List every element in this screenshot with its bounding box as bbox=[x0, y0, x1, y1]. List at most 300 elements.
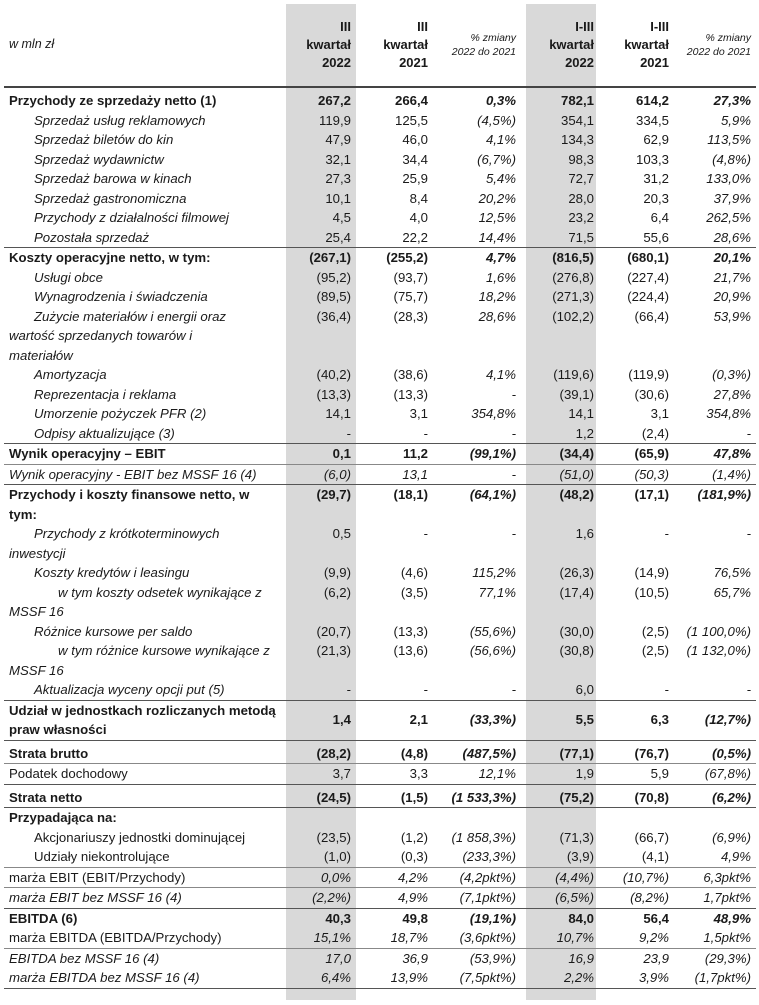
cell-q3-2022: (40,2) bbox=[316, 367, 351, 382]
cell-ytd-2022: 23,2 bbox=[568, 210, 594, 225]
row-label: Przychody ze sprzedaży netto (1) bbox=[9, 93, 217, 108]
cell-ytd-2021: (66,4) bbox=[634, 308, 669, 324]
cell-ytd-change: - bbox=[746, 526, 751, 541]
table-row bbox=[4, 485, 756, 525]
column-header-ytd-change: % zmiany 2022 do 2021 bbox=[674, 4, 756, 87]
row-label-line: materiałów bbox=[9, 347, 73, 363]
cell-ytd-change: 1,5pkt% bbox=[703, 930, 751, 945]
cell-q3-change: (4,2pkt%) bbox=[433, 867, 521, 888]
cell-q3-2022: 47,9 bbox=[325, 132, 351, 147]
row-label: Udziały niekontrolujące bbox=[34, 849, 170, 864]
cell-ytd-change: 76,5% bbox=[713, 565, 751, 580]
cell-ytd-2021: 20,3 bbox=[643, 190, 669, 206]
cell-q3-2021: (13,3) bbox=[393, 623, 428, 639]
cell-q3-2021: (38,6) bbox=[393, 367, 428, 382]
table-header-row bbox=[4, 4, 756, 87]
row-label bbox=[4, 485, 286, 525]
cell-ytd-change: (6,9%) bbox=[712, 829, 751, 845]
cell-ytd-2022: (34,4) bbox=[521, 444, 599, 465]
cell-ytd-2021: (10,5) bbox=[634, 584, 669, 600]
table-row bbox=[4, 111, 756, 131]
table-row bbox=[4, 87, 756, 111]
cell-q3-change: 115,2% bbox=[472, 565, 516, 580]
row-label: Koszty kredytów i leasingu bbox=[34, 565, 190, 580]
table-row bbox=[4, 888, 756, 909]
cell-q3-change: (1 858,3%) bbox=[451, 829, 516, 845]
cell-q3-2022: 1,4 bbox=[286, 700, 356, 740]
cell-ytd-2022: (276,8) bbox=[552, 269, 594, 285]
row-label bbox=[4, 641, 286, 680]
cell-q3-2022: 267,2 bbox=[317, 93, 351, 108]
cell-q3-change: 4,1% bbox=[485, 132, 516, 147]
cell-q3-2021: 4,0 bbox=[409, 210, 428, 225]
table-row bbox=[4, 968, 756, 988]
cell-ytd-2021: 103,3 bbox=[635, 151, 669, 167]
row-label: marża EBITDA bez MSSF 16 (4) bbox=[4, 968, 286, 988]
table-row bbox=[4, 365, 756, 385]
table-row bbox=[4, 680, 756, 700]
cell-q3-2022: 17,0 bbox=[286, 948, 356, 968]
cell-ytd-2022: 1,9 bbox=[521, 764, 599, 785]
cell-q3-2021: 18,7% bbox=[390, 930, 428, 945]
cell-q3-2022: (24,5) bbox=[286, 784, 356, 808]
cell-ytd-change: (12,7%) bbox=[674, 700, 756, 740]
cell-q3-2022: (6,0) bbox=[286, 464, 356, 485]
cell-q3-change: (487,5%) bbox=[433, 740, 521, 764]
cell-ytd-change bbox=[674, 808, 756, 828]
table-row bbox=[4, 307, 756, 366]
cell-q3-2021 bbox=[356, 808, 433, 828]
table-row bbox=[4, 867, 756, 888]
row-label-line: Przychody i koszty finansowe netto, w bbox=[9, 487, 250, 502]
cell-q3-2022: (1,0) bbox=[323, 849, 351, 864]
cell-ytd-2022: (26,3) bbox=[559, 565, 594, 580]
cell-ytd-2021: 6,3 bbox=[599, 700, 674, 740]
row-label: Strata brutto bbox=[4, 740, 286, 764]
row-label bbox=[4, 583, 286, 622]
cell-q3-2021: 36,9 bbox=[356, 948, 433, 968]
cell-q3-2022: (89,5) bbox=[316, 289, 351, 304]
cell-ytd-2021: (680,1) bbox=[599, 248, 674, 268]
cell-q3-2021: (4,8) bbox=[356, 740, 433, 764]
cell-q3-2021: 3,3 bbox=[356, 764, 433, 785]
cell-q3-change: 4,1% bbox=[485, 367, 516, 382]
cell-q3-2021: 34,4 bbox=[402, 151, 428, 167]
cell-ytd-change: 37,9% bbox=[713, 190, 751, 206]
cell-ytd-change: (1,4%) bbox=[674, 464, 756, 485]
cell-q3-2021: 22,2 bbox=[402, 229, 428, 245]
cell-ytd-2022: 72,7 bbox=[568, 171, 594, 186]
row-label: Strata netto bbox=[4, 784, 286, 808]
cell-ytd-2021: 31,2 bbox=[643, 171, 669, 186]
cell-ytd-change: (1 100,0%) bbox=[686, 623, 751, 639]
cell-ytd-2021: 334,5 bbox=[635, 112, 669, 128]
cell-q3-change: - bbox=[511, 682, 516, 697]
cell-q3-2022: 40,3 bbox=[286, 908, 356, 928]
cell-ytd-change: 5,9% bbox=[720, 112, 751, 128]
cell-q3-change: 5,4% bbox=[485, 171, 516, 186]
cell-q3-2021: 3,1 bbox=[409, 406, 428, 421]
table-row bbox=[4, 847, 756, 867]
cell-q3-change bbox=[433, 808, 521, 828]
cell-q3-2021: 8,4 bbox=[409, 190, 428, 206]
cell-q3-change: 28,6% bbox=[478, 308, 516, 324]
column-header-q3-change: % zmiany 2022 do 2021 bbox=[433, 4, 521, 87]
cell-ytd-change: 47,8% bbox=[674, 444, 756, 465]
cell-ytd-2021: 9,2% bbox=[638, 930, 669, 945]
table-row bbox=[4, 228, 756, 248]
cell-q3-2021: (13,6) bbox=[393, 643, 428, 658]
table-row bbox=[4, 622, 756, 642]
unit-label: w mln zł bbox=[4, 4, 286, 87]
cell-ytd-2022: (4,4%) bbox=[521, 867, 599, 888]
cell-ytd-change: 27,8% bbox=[713, 386, 751, 402]
cell-q3-2021: (1,2) bbox=[400, 829, 428, 845]
cell-ytd-2022: 14,1 bbox=[568, 406, 594, 421]
cell-q3-change: 18,2% bbox=[478, 289, 516, 304]
cell-q3-change: (7,5pkt%) bbox=[433, 968, 521, 988]
cell-q3-2021: 13,9% bbox=[356, 968, 433, 988]
cell-q3-2022: 25,4 bbox=[325, 229, 351, 245]
table-row bbox=[4, 641, 756, 680]
cell-q3-2021: 46,0 bbox=[402, 132, 428, 147]
cell-q3-change: (33,3%) bbox=[433, 700, 521, 740]
cell-q3-2021: 4,9% bbox=[356, 888, 433, 909]
cell-ytd-2021: (14,9) bbox=[634, 565, 669, 580]
cell-ytd-change: 20,9% bbox=[713, 289, 751, 304]
cell-q3-2021: 49,8 bbox=[356, 908, 433, 928]
cell-ytd-2022: 16,9 bbox=[521, 948, 599, 968]
row-label: Umorzenie pożyczek PFR (2) bbox=[34, 406, 207, 421]
cell-ytd-2021: (2,5) bbox=[641, 623, 669, 639]
row-label: Sprzedaż wydawnictw bbox=[34, 151, 164, 167]
cell-q3-2022: (29,7) bbox=[286, 485, 356, 525]
cell-ytd-2021: 56,4 bbox=[599, 908, 674, 928]
cell-q3-2021: (0,3) bbox=[400, 849, 428, 864]
cell-ytd-2021: (76,7) bbox=[599, 740, 674, 764]
table-row bbox=[4, 563, 756, 583]
cell-ytd-2022: (3,9) bbox=[566, 849, 594, 864]
row-label: Wynik operacyjny – EBIT bbox=[4, 444, 286, 465]
cell-ytd-change: (181,9%) bbox=[674, 485, 756, 525]
cell-ytd-2021: 6,4 bbox=[650, 210, 669, 225]
cell-ytd-2022: (48,2) bbox=[521, 485, 599, 525]
table-row bbox=[4, 287, 756, 307]
cell-ytd-change: 21,7% bbox=[713, 269, 751, 285]
cell-q3-2021: 125,5 bbox=[394, 112, 428, 128]
cell-q3-2022: (23,5) bbox=[316, 829, 351, 845]
cell-q3-2021: - bbox=[423, 526, 428, 541]
row-label: Przypadająca na: bbox=[4, 808, 286, 828]
cell-ytd-2022: (816,5) bbox=[521, 248, 599, 268]
cell-ytd-2022: 10,7% bbox=[556, 930, 594, 945]
cell-ytd-change: 28,6% bbox=[713, 229, 751, 245]
cell-ytd-2022: 1,6 bbox=[575, 526, 594, 541]
cell-ytd-change: 113,5% bbox=[707, 132, 751, 147]
cell-q3-change: (1 533,3%) bbox=[433, 784, 521, 808]
table-row bbox=[4, 948, 756, 968]
cell-q3-2022: 3,7 bbox=[286, 764, 356, 785]
cell-ytd-2022: (102,2) bbox=[552, 308, 594, 324]
cell-q3-change: 12,5% bbox=[478, 210, 516, 225]
cell-ytd-2021: - bbox=[664, 526, 669, 541]
cell-ytd-2021: (2,4) bbox=[641, 425, 669, 441]
cell-ytd-change: 27,3% bbox=[713, 93, 751, 108]
cell-q3-change: 1,6% bbox=[485, 269, 516, 285]
cell-ytd-2021: (10,7%) bbox=[599, 867, 674, 888]
cell-ytd-2021: - bbox=[664, 682, 669, 697]
row-label-line: MSSF 16 bbox=[9, 662, 64, 678]
cell-q3-2021: (255,2) bbox=[356, 248, 433, 268]
cell-ytd-2022: 84,0 bbox=[521, 908, 599, 928]
row-label: marża EBIT (EBIT/Przychody) bbox=[4, 867, 286, 888]
table-row bbox=[4, 150, 756, 170]
cell-q3-change: (4,5%) bbox=[477, 112, 516, 128]
cell-q3-2022: (267,1) bbox=[286, 248, 356, 268]
cell-q3-2022: - bbox=[346, 425, 351, 441]
table-row bbox=[4, 130, 756, 150]
cell-q3-2022: (95,2) bbox=[316, 269, 351, 285]
row-label: EBITDA (6) bbox=[4, 908, 286, 928]
cell-ytd-2022: 134,3 bbox=[560, 132, 594, 147]
cell-q3-2021: 266,4 bbox=[394, 93, 428, 108]
cell-q3-2022: 14,1 bbox=[325, 406, 351, 421]
table-row bbox=[4, 464, 756, 485]
cell-ytd-change: 48,9% bbox=[674, 908, 756, 928]
cell-q3-2021: 4,2% bbox=[356, 867, 433, 888]
cell-ytd-2021: 55,6 bbox=[643, 229, 669, 245]
row-label: Akcjonariuszy jednostki dominującej bbox=[34, 829, 246, 845]
row-label-line: Przychody z krótkoterminowych bbox=[34, 526, 220, 541]
cell-q3-2022: 0,0% bbox=[286, 867, 356, 888]
cell-q3-change: 77,1% bbox=[478, 584, 516, 600]
cell-ytd-2022: 28,0 bbox=[568, 190, 594, 206]
cell-q3-change: (3,6pkt%) bbox=[459, 930, 516, 945]
cell-q3-change: 4,7% bbox=[433, 248, 521, 268]
cell-q3-2021: - bbox=[423, 682, 428, 697]
table-row bbox=[4, 740, 756, 764]
cell-q3-2021: (4,6) bbox=[400, 565, 428, 580]
cell-ytd-2022: 354,1 bbox=[560, 112, 594, 128]
row-label: Reprezentacja i reklama bbox=[34, 386, 177, 402]
cell-ytd-change: (4,8%) bbox=[712, 151, 751, 167]
cell-ytd-2022: 2,2% bbox=[521, 968, 599, 988]
row-label: marża EBIT bez MSSF 16 (4) bbox=[4, 888, 286, 909]
cell-ytd-2022 bbox=[521, 808, 599, 828]
cell-q3-2022: 6,4% bbox=[286, 968, 356, 988]
row-label: Amortyzacja bbox=[34, 367, 107, 382]
cell-q3-2021: - bbox=[423, 425, 428, 441]
cell-q3-2022: - bbox=[346, 682, 351, 697]
table-row bbox=[4, 700, 756, 740]
table-row bbox=[4, 268, 756, 288]
cell-ytd-change: - bbox=[746, 682, 751, 697]
cell-q3-change: - bbox=[433, 464, 521, 485]
cell-q3-2022: 10,1 bbox=[325, 190, 351, 206]
row-label-line: MSSF 16 bbox=[9, 604, 64, 619]
cell-q3-change: (6,7%) bbox=[477, 151, 516, 167]
cell-q3-2022: 119,9 bbox=[318, 112, 351, 128]
row-label-line: Zużycie materiałów i energii oraz bbox=[34, 308, 227, 324]
cell-ytd-change: 354,8% bbox=[706, 406, 751, 421]
cell-ytd-2021: 23,9 bbox=[599, 948, 674, 968]
cell-ytd-2021: (17,1) bbox=[599, 485, 674, 525]
cell-q3-change: (7,1pkt%) bbox=[433, 888, 521, 909]
cell-ytd-2021: 614,2 bbox=[635, 93, 669, 108]
cell-ytd-change: 6,3pkt% bbox=[674, 867, 756, 888]
cell-q3-change: - bbox=[511, 526, 516, 541]
cell-ytd-2022: (30,8) bbox=[559, 643, 594, 658]
cell-ytd-2022: 1,2 bbox=[575, 425, 594, 441]
row-label bbox=[4, 307, 286, 366]
cell-ytd-2022: (30,0) bbox=[559, 623, 594, 639]
cell-q3-change: - bbox=[511, 425, 516, 441]
cell-q3-2022: (13,3) bbox=[316, 386, 351, 402]
cell-q3-change: (233,3%) bbox=[462, 849, 516, 864]
cell-ytd-change: 53,9% bbox=[713, 308, 751, 324]
cell-ytd-2021: (119,9) bbox=[628, 367, 669, 382]
row-label: Odpisy aktualizujące (3) bbox=[34, 425, 175, 441]
row-label-line: Udział w jednostkach rozliczanych metodą bbox=[9, 702, 276, 718]
cell-q3-2022: (6,2) bbox=[323, 584, 351, 600]
cell-q3-2021: (1,5) bbox=[356, 784, 433, 808]
cell-ytd-change: (1 132,0%) bbox=[686, 643, 751, 658]
cell-ytd-2022: (77,1) bbox=[521, 740, 599, 764]
cell-ytd-change: (0,5%) bbox=[674, 740, 756, 764]
cell-ytd-2022: (271,3) bbox=[552, 289, 594, 304]
row-label-line: w tym różnice kursowe wynikające z bbox=[58, 643, 270, 658]
cell-ytd-2021: (4,1) bbox=[641, 849, 669, 864]
cell-ytd-change: 4,9% bbox=[720, 849, 751, 864]
cell-ytd-change: 262,5% bbox=[706, 210, 751, 225]
cell-q3-2022: (21,3) bbox=[316, 643, 351, 658]
cell-q3-change: (99,1%) bbox=[433, 444, 521, 465]
column-header-q3-2021: III kwartał 2021 bbox=[356, 4, 433, 87]
cell-q3-change: (55,6%) bbox=[469, 623, 516, 639]
cell-q3-2021: 2,1 bbox=[356, 700, 433, 740]
row-label-line: praw własności bbox=[9, 722, 107, 737]
cell-ytd-change: - bbox=[746, 425, 751, 441]
cell-q3-2021: (28,3) bbox=[393, 308, 428, 324]
cell-q3-change: 12,1% bbox=[433, 764, 521, 785]
cell-q3-2022: 4,5 bbox=[332, 210, 351, 225]
row-label-line: inwestycji bbox=[9, 545, 66, 561]
cell-ytd-change: (6,2%) bbox=[674, 784, 756, 808]
cell-ytd-2021: (30,6) bbox=[634, 386, 669, 402]
row-label: Pozostała sprzedaż bbox=[34, 229, 150, 245]
cell-ytd-2022: 98,3 bbox=[568, 151, 594, 167]
cell-ytd-2021: (8,2%) bbox=[599, 888, 674, 909]
table-row bbox=[4, 784, 756, 808]
cell-q3-2022 bbox=[286, 808, 356, 828]
cell-ytd-2021: 62,9 bbox=[643, 132, 669, 147]
cell-q3-2021: (75,7) bbox=[393, 289, 428, 304]
table-row bbox=[4, 385, 756, 405]
cell-q3-2021: (3,5) bbox=[400, 584, 428, 600]
table-row bbox=[4, 583, 756, 622]
cell-q3-2022: (36,4) bbox=[316, 308, 351, 324]
cell-ytd-2021: (50,3) bbox=[599, 464, 674, 485]
cell-ytd-2021: 3,1 bbox=[650, 406, 669, 421]
row-label-line: wartość sprzedanych towarów i bbox=[9, 328, 193, 343]
cell-ytd-2021: 5,9 bbox=[599, 764, 674, 785]
cell-q3-2021: 11,2 bbox=[356, 444, 433, 465]
cell-ytd-2022: 782,1 bbox=[560, 93, 594, 108]
cell-ytd-change: (29,3%) bbox=[674, 948, 756, 968]
cell-ytd-change: (1,7pkt%) bbox=[674, 968, 756, 988]
cell-ytd-2021: (2,5) bbox=[641, 643, 669, 658]
column-header-q3-2022: III kwartał 2022 bbox=[286, 4, 356, 87]
row-label: Podatek dochodowy bbox=[4, 764, 286, 785]
row-label: Koszty operacyjne netto, w tym: bbox=[4, 248, 286, 268]
cell-ytd-change: 20,1% bbox=[674, 248, 756, 268]
table-row bbox=[4, 524, 756, 563]
cell-q3-2021: (93,7) bbox=[393, 269, 428, 285]
row-label: marża EBITDA (EBITDA/Przychody) bbox=[9, 930, 222, 945]
cell-q3-2022: 0,5 bbox=[332, 526, 351, 541]
table-row bbox=[4, 928, 756, 948]
cell-q3-2022: (9,9) bbox=[323, 565, 351, 580]
cell-ytd-change: 1,7pkt% bbox=[674, 888, 756, 909]
table-row bbox=[4, 424, 756, 444]
row-label: EBITDA bez MSSF 16 (4) bbox=[4, 948, 286, 968]
cell-ytd-2022: (119,6) bbox=[553, 367, 594, 382]
table-row bbox=[4, 828, 756, 848]
cell-q3-2022: (20,7) bbox=[316, 623, 351, 639]
cell-ytd-change: 133,0% bbox=[706, 171, 751, 186]
cell-q3-2022: (2,2%) bbox=[286, 888, 356, 909]
cell-ytd-2021 bbox=[599, 808, 674, 828]
cell-ytd-2022: (71,3) bbox=[559, 829, 594, 845]
column-header-ytd-2022: I-III kwartał 2022 bbox=[521, 4, 599, 87]
row-label: Usługi obce bbox=[34, 269, 103, 285]
row-label: Sprzedaż gastronomiczna bbox=[34, 190, 187, 206]
cell-ytd-2022: 5,5 bbox=[521, 700, 599, 740]
row-label: Wynagrodzenia i świadczenia bbox=[34, 289, 208, 304]
row-label: Przychody z działalności filmowej bbox=[34, 210, 229, 225]
cell-ytd-2021: (227,4) bbox=[627, 269, 669, 285]
table-row bbox=[4, 444, 756, 465]
table-row bbox=[4, 208, 756, 228]
cell-ytd-2022: 71,5 bbox=[568, 229, 594, 245]
column-header-ytd-2021: I-III kwartał 2021 bbox=[599, 4, 674, 87]
cell-ytd-2022: (6,5%) bbox=[521, 888, 599, 909]
cell-q3-2022: 15,1% bbox=[313, 930, 351, 945]
table-row bbox=[4, 764, 756, 785]
row-label bbox=[4, 524, 286, 563]
cell-ytd-2022: (39,1) bbox=[559, 386, 594, 402]
cell-q3-2022: (28,2) bbox=[286, 740, 356, 764]
cell-q3-change: 354,8% bbox=[471, 406, 516, 421]
financial-results-table bbox=[4, 4, 756, 989]
cell-ytd-change: (67,8%) bbox=[674, 764, 756, 785]
row-label: Wynik operacyjny - EBIT bez MSSF 16 (4) bbox=[4, 464, 286, 485]
table-row bbox=[4, 169, 756, 189]
cell-q3-2022: 27,3 bbox=[325, 171, 351, 186]
cell-ytd-2021: (65,9) bbox=[599, 444, 674, 465]
table-row bbox=[4, 808, 756, 828]
table-row bbox=[4, 189, 756, 209]
cell-q3-2022: 32,1 bbox=[325, 151, 351, 167]
cell-ytd-change: (0,3%) bbox=[712, 367, 751, 382]
cell-q3-change: 0,3% bbox=[485, 93, 516, 108]
cell-ytd-change: 65,7% bbox=[713, 584, 751, 600]
cell-ytd-2021: (224,4) bbox=[627, 289, 669, 304]
cell-q3-change: (53,9%) bbox=[433, 948, 521, 968]
cell-ytd-2021: (70,8) bbox=[599, 784, 674, 808]
cell-q3-2021: 13,1 bbox=[356, 464, 433, 485]
row-label: Aktualizacja wyceny opcji put (5) bbox=[34, 682, 225, 697]
